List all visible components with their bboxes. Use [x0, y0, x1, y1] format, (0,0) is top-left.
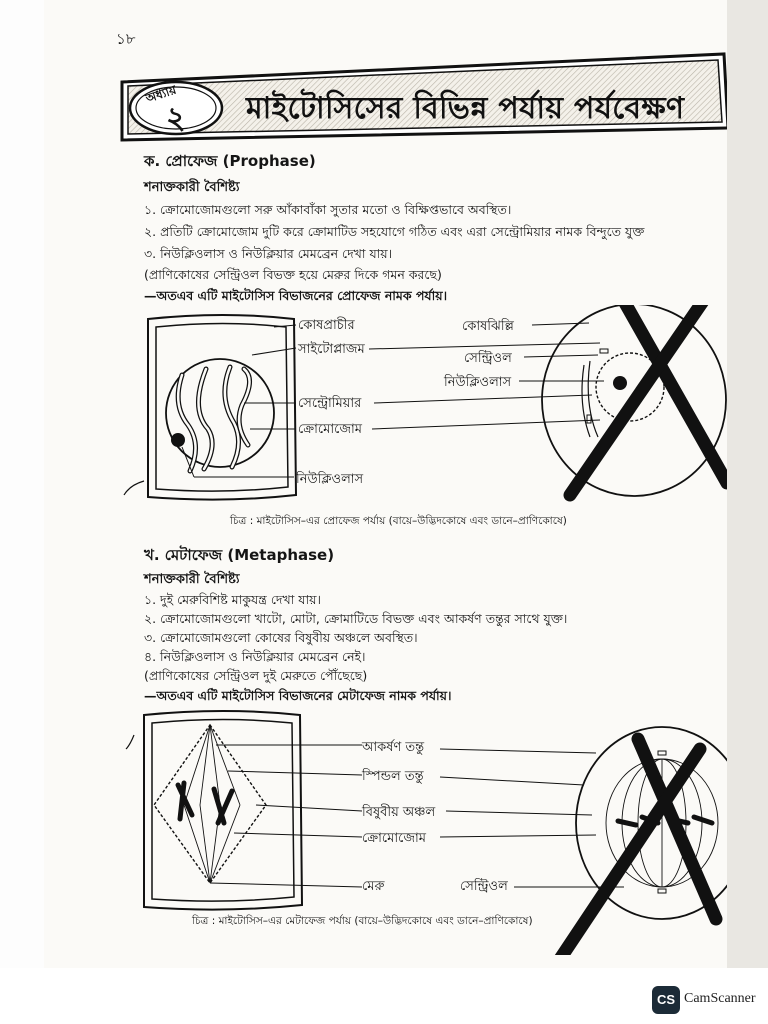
page-number: ১৮ [116, 30, 136, 48]
metaphase-item-1: ১. দুই মেরুবিশিষ্ট মাকুযন্ত্র দেখা যায়। [144, 592, 321, 607]
label-nucleolus-right: নিউক্লিওলাস [444, 375, 512, 390]
prophase-item-3: ৩. নিউক্লিওলাস ও নিউক্লিয়ার মেমব্রেন দেখা যায়। [144, 246, 393, 261]
label-traction-fiber: আকর্ষণ তন্তু [362, 740, 425, 755]
metaphase-note: (প্রাণিকোষের সেন্ট্রিওল দুই মেরুতে পৌঁছেছে) [144, 668, 368, 683]
prophase-caption: চিত্র : মাইটোসিস–এর প্রোফেজ পর্যায় (বায়ে–উদ্ভিদকোষে এবং ডানে–প্রাণিকোষে) [230, 515, 567, 527]
metaphase-heading: খ. মেটাফেজ (Metaphase) [144, 546, 335, 564]
prophase-item-1: ১. ক্রোমোজোমগুলো সরু আঁকাবাঁকা সুতার মতো ও বিক্ষিপ্তভাবে অবস্থিত। [144, 202, 512, 217]
metaphase-subheading: শনাক্তকারী বৈশিষ্ট্য [144, 572, 240, 587]
metaphase-item-4: ৪. নিউক্লিওলাস ও নিউক্লিয়ার মেমব্রেন নেই। [144, 649, 366, 664]
camscanner-watermark: CamScanner [684, 991, 756, 1006]
prophase-subheading: শনাক্তকারী বৈশিষ্ট্য [144, 180, 240, 195]
metaphase-caption: চিত্র : মাইটোসিস–এর মেটাফেজ পর্যায় (বায়ে–উদ্ভিদকোষে এবং ডানে–প্রাণিকোষে) [192, 915, 533, 927]
metaphase-item-2: ২. ক্রোমোজোমগুলো খাটো, মোটা, ক্রোমাটিডে বিভক্ত এবং আকর্ষণ তন্তুর সাথে যুক্ত। [144, 611, 568, 626]
prophase-heading: ক. প্রোফেজ (Prophase) [144, 152, 316, 170]
label-nucleolus: নিউক্লিওলাস [296, 472, 364, 487]
chapter-title: মাইটোসিসের বিভিন্ন পর্যায় পর্যবেক্ষণ [246, 91, 685, 126]
label-equatorial-region: বিষুবীয় অঞ্চল [362, 805, 436, 820]
label-spindle-fiber: স্পিন্ডল তন্তু [362, 769, 424, 784]
prophase-figure [44, 305, 727, 515]
label-centriole-metaphase: সেন্ট্রিওল [460, 879, 508, 894]
prophase-animal-cell [542, 305, 727, 496]
label-chromosome: ক্রোমোজোম [298, 422, 362, 437]
label-centriole: সেন্ট্রিওল [464, 351, 512, 366]
chapter-label: অধ্যায় [143, 82, 178, 106]
label-pole: মেরু [362, 879, 385, 894]
label-cell-membrane: কোষঝিল্লি [462, 319, 514, 334]
chapter-number: ২ [166, 101, 186, 136]
label-centromere: সেন্ট্রোমিয়ার [298, 396, 362, 411]
book-page [44, 0, 727, 968]
label-cell-wall: কোষপ্রাচীর [298, 318, 355, 333]
label-cytoplasm: সাইটোপ্লাজম [298, 342, 365, 357]
scan-margin [0, 0, 44, 1024]
label-chromosome-metaphase: ক্রোমোজোম [362, 831, 426, 846]
metaphase-animal-cell [556, 727, 727, 955]
metaphase-plant-cell [126, 711, 362, 910]
metaphase-item-3: ৩. ক্রোমোজোমগুলো কোষের বিষুবীয় অঞ্চলে অবস্থিত। [144, 630, 418, 645]
camscanner-logo-icon: CS [652, 986, 680, 1014]
metaphase-conclusion: —অতএব এটি মাইটোসিস বিভাজনের মেটাফেজ নামক পর্যায়। [144, 688, 452, 703]
chapter-banner [116, 50, 727, 142]
prophase-note: (প্রাণিকোষের সেন্ট্রিওল বিভক্ত হয়ে মেরুর দিকে গমন করছে) [144, 267, 442, 282]
prophase-conclusion: —অতএব এটি মাইটোসিস বিভাজনের প্রোফেজ নামক পর্যায়। [144, 288, 448, 303]
prophase-plant-cell [124, 315, 296, 500]
prophase-item-2: ২. প্রতিটি ক্রোমোজোম দুটি করে ক্রোমাটিড সহযোগে গঠিত এবং এরা সেন্ট্রোমিয়ার নামক বিন্দুতে যুক্ত [144, 224, 645, 239]
